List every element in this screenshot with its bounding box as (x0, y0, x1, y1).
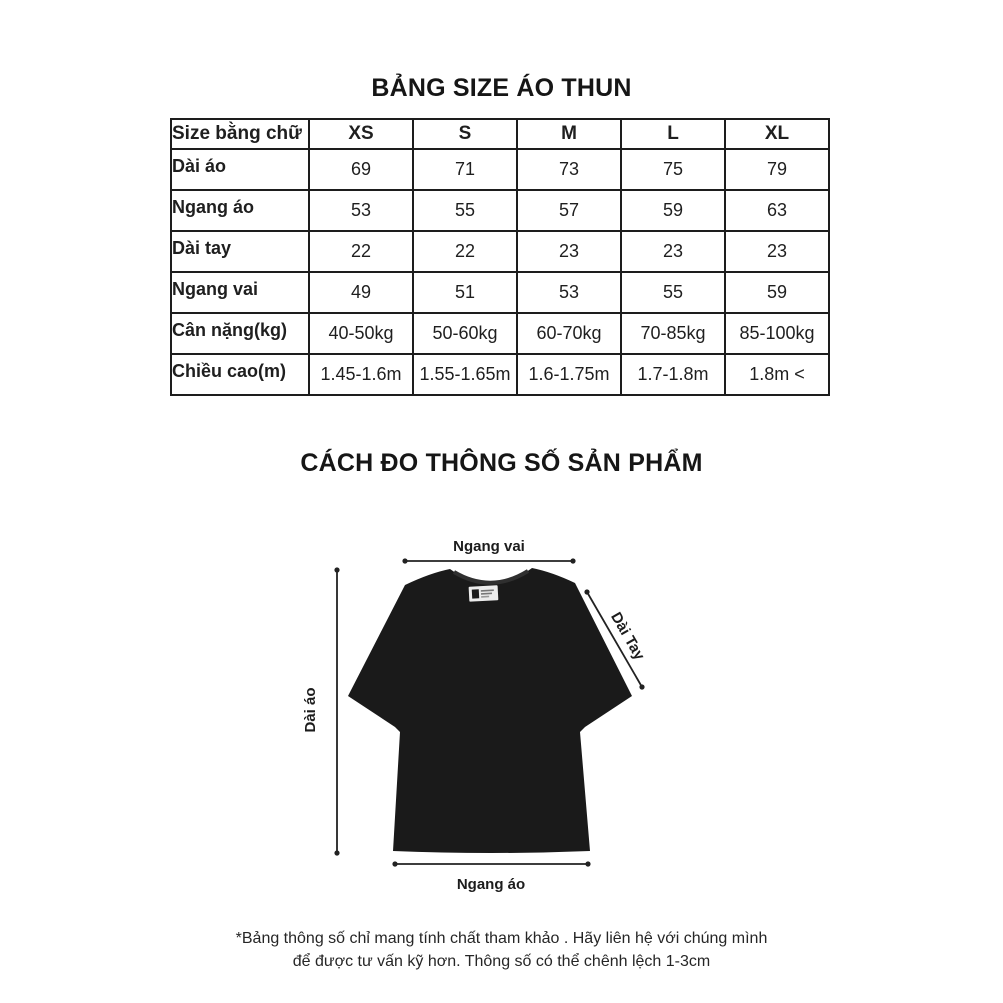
size-value: 1.6-1.75m (517, 354, 621, 395)
table-row-weight (171, 313, 829, 354)
size-value: 53 (309, 190, 413, 231)
col-header-xs: XS (309, 119, 413, 149)
dim-dot (402, 558, 407, 563)
size-table (170, 118, 830, 396)
size-value: 59 (725, 272, 829, 313)
size-value: 75 (621, 149, 725, 190)
dim-dot (392, 861, 397, 866)
size-value: 1.7-1.8m (621, 354, 725, 395)
size-value: 55 (621, 272, 725, 313)
size-value: 59 (621, 190, 725, 231)
col-header-xl: XL (725, 119, 829, 149)
dim-dot (570, 558, 575, 563)
size-value: 70-85kg (621, 313, 725, 354)
size-value: 79 (725, 149, 829, 190)
size-value: 49 (309, 272, 413, 313)
table-row-chest-width (171, 190, 829, 231)
measure-guide-title: CÁCH ĐO THÔNG SỐ SẢN PHẨM (300, 449, 703, 477)
size-value: 50-60kg (413, 313, 517, 354)
size-value: 57 (517, 190, 621, 231)
size-value: 51 (413, 272, 517, 313)
sleeve-length-label: Dài Tay (607, 609, 648, 664)
size-value: 1.8m < (725, 354, 829, 395)
dim-dot (334, 850, 339, 855)
size-value: 71 (413, 149, 517, 190)
tshirt-measure-diagram (280, 520, 720, 920)
col-header-l: L (621, 119, 725, 149)
size-value: 22 (309, 231, 413, 272)
size-value: 23 (725, 231, 829, 272)
size-value: 69 (309, 149, 413, 190)
table-row-height (171, 354, 829, 395)
size-value: 85-100kg (725, 313, 829, 354)
shirt-length-label: Dài áo (302, 687, 319, 733)
size-value: 1.45-1.6m (309, 354, 413, 395)
size-value: 23 (621, 231, 725, 272)
size-value: 73 (517, 149, 621, 190)
table-row-shoulder-width (171, 272, 829, 313)
size-value: 53 (517, 272, 621, 313)
size-table-header-row (171, 119, 829, 149)
size-chart-title: BẢNG SIZE ÁO THUN (371, 74, 632, 102)
footnote-line-2: để được tư vấn kỹ hơn. Thông số có thể chênh lệch 1-3cm (292, 953, 711, 970)
size-value: 63 (725, 190, 829, 231)
table-row-sleeve-length (171, 231, 829, 272)
footnote (0, 927, 1003, 973)
row-label: Chiều cao(m) (171, 354, 309, 395)
row-label: Dài áo (171, 149, 309, 190)
dim-dot (585, 861, 590, 866)
dim-dot (334, 567, 339, 572)
row-label: Ngang vai (171, 272, 309, 313)
size-value: 40-50kg (309, 313, 413, 354)
size-value: 1.55-1.65m (413, 354, 517, 395)
neck-tag (469, 585, 499, 601)
footnote-line-1: *Bảng thông số chỉ mang tính chất tham khảo . Hãy liên hệ với chúng mình (235, 930, 768, 947)
row-label: Cân nặng(kg) (171, 313, 309, 354)
col-header-m: M (517, 119, 621, 149)
row-label: Dài tay (171, 231, 309, 272)
size-value: 23 (517, 231, 621, 272)
row-label: Ngang áo (171, 190, 309, 231)
size-value: 22 (413, 231, 517, 272)
col-header-s: S (413, 119, 517, 149)
size-value: 55 (413, 190, 517, 231)
chest-width-label: Ngang áo (456, 876, 526, 893)
col-header-measure: Size bằng chữ (171, 119, 309, 149)
shoulder-width-label: Ngang vai (453, 538, 525, 555)
tshirt-silhouette (348, 568, 632, 853)
dim-dot (639, 684, 644, 689)
table-row-shirt-length (171, 149, 829, 190)
dim-dot (584, 589, 589, 594)
size-value: 60-70kg (517, 313, 621, 354)
